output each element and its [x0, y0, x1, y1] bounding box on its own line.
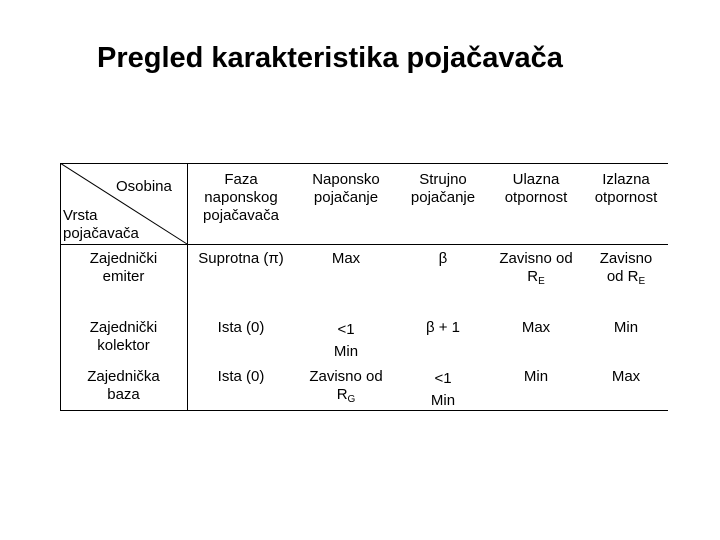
- cell-output-resistance: Zavisno od $R_E$: [599, 250, 653, 287]
- header-faza: Faza naponskog pojačavača: [203, 171, 279, 224]
- row-type-common-base: Zajednička baza: [87, 368, 160, 403]
- cell-input-resistance: Zavisno od $R_E$: [499, 250, 573, 287]
- header-izlazna: Izlazna otpornost: [594, 171, 658, 206]
- amplifier-comparison-table: [60, 163, 668, 411]
- cell-voltage-gain: Max: [331, 250, 361, 267]
- header-naponsko: Naponsko pojačanje: [312, 171, 380, 206]
- cell-input-resistance: Max: [521, 319, 551, 336]
- corner-label-vrsta: Vrsta pojačavača: [63, 207, 139, 242]
- cell-input-resistance: Min: [523, 368, 549, 385]
- cell-output-resistance: Max: [611, 368, 641, 385]
- cell-current-gain: <1 Min: [430, 370, 456, 409]
- cell-current-gain: β + 1: [425, 319, 461, 336]
- cell-output-resistance: Min: [613, 319, 639, 336]
- header-strujno: Strujno pojačanje: [410, 171, 476, 206]
- cell-voltage-gain: <1 Min: [333, 321, 359, 360]
- header-ulazna: Ulazna otpornost: [504, 171, 568, 206]
- page-title: Pregled karakteristika pojačavača: [97, 42, 563, 74]
- cell-voltage-gain: Zavisno od $R_G$: [309, 368, 383, 405]
- cell-phase: Ista (0): [217, 319, 265, 336]
- table-bottom-border: [60, 410, 668, 411]
- corner-label-osobina: Osobina: [116, 178, 172, 195]
- row-type-common-emitter: Zajednički emiter: [89, 250, 158, 285]
- cell-current-gain: β: [438, 250, 448, 267]
- row-type-common-collector: Zajednički kolektor: [89, 319, 158, 354]
- cell-phase: Suprotna (π): [198, 250, 284, 267]
- cell-phase: Ista (0): [217, 368, 265, 385]
